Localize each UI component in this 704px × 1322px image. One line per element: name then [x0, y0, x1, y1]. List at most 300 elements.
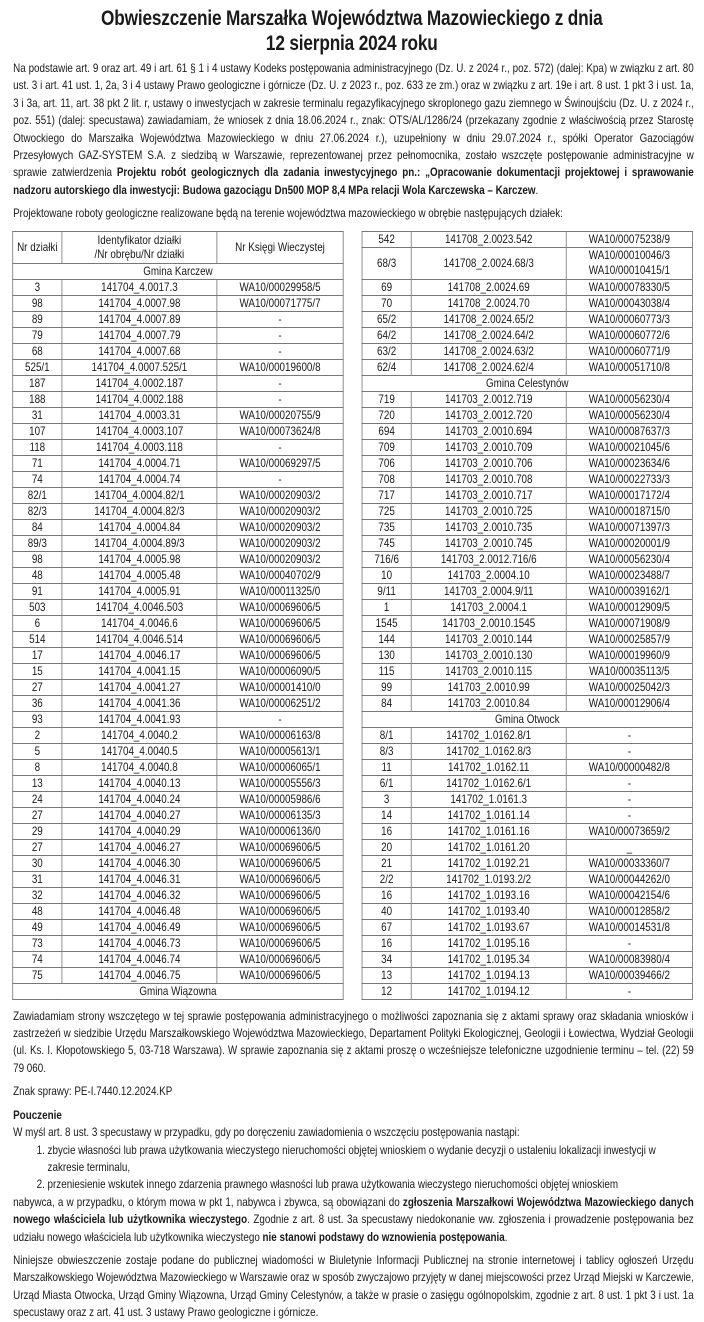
land-register-number: WA10/00020755/9: [217, 407, 343, 423]
parcel-number: 84: [13, 519, 62, 535]
parcel-identifier: 141704_4.0007.525/1: [62, 359, 217, 375]
land-register-number: -: [566, 727, 692, 743]
parcel-identifier: 141704_4.0040.29: [62, 823, 217, 839]
parcel-number: 9/11: [362, 583, 411, 599]
table-row: [13, 823, 343, 839]
table-row: [362, 423, 692, 439]
parcel-identifier: 141702_1.0193.67: [411, 919, 566, 935]
parcel-number: 16: [362, 823, 411, 839]
table-row: [362, 471, 692, 487]
parcel-identifier: 141704_4.0007.89: [62, 311, 217, 327]
parcel-identifier: 141708_2.0024.64/2: [411, 327, 566, 343]
table-row: [362, 935, 692, 951]
municipality-name: Gmina Wiązowna: [13, 983, 343, 999]
text-segment: nabywca, a w przypadku, o którym mowa w pkt 1, nabywca i zbywca, są obowiązani do: [13, 1194, 403, 1209]
land-register-number: WA10/00069606/5: [217, 903, 343, 919]
parcel-identifier: 141702_1.0162.8/1: [411, 727, 566, 743]
table-row: [362, 583, 692, 599]
parcel-identifier: 141704_4.0040.27: [62, 807, 217, 823]
pouczenie-heading: Pouczenie: [13, 1107, 62, 1122]
land-register-number: WA10/00071908/9: [566, 615, 692, 631]
announcement-document: [0, 6, 704, 1322]
parcel-identifier: 141708_2.0024.63/2: [411, 343, 566, 359]
table-row: [13, 871, 343, 887]
parcel-number: 8/1: [362, 727, 411, 743]
parcel-identifier: 141703_2.0010.709: [411, 439, 566, 455]
land-register-number: WA10/00020903/2: [217, 551, 343, 567]
land-register-number: -: [566, 935, 692, 951]
land-register-number: WA10/00069606/5: [217, 839, 343, 855]
parcel-identifier: 141704_4.0046.49: [62, 919, 217, 935]
parcel-number: 706: [362, 455, 411, 471]
table-row: [13, 535, 343, 551]
table-row: [362, 679, 692, 695]
land-register-number: WA10/00021045/6: [566, 439, 692, 455]
municipality-name: Gmina Otwock: [362, 711, 692, 727]
header-kw: Nr Księgi Wieczystej: [217, 231, 343, 263]
parcel-number: 49: [13, 919, 62, 935]
parcel-number: 188: [13, 391, 62, 407]
parcel-number: 14: [362, 807, 411, 823]
parcel-number: 69: [362, 279, 411, 295]
parcel-identifier: 141704_4.0040.24: [62, 791, 217, 807]
table-row: [362, 919, 692, 935]
municipality-group-row: [13, 983, 343, 999]
parcel-number: 31: [13, 871, 62, 887]
land-register-number: WA10/00069606/5: [217, 599, 343, 615]
parcel-number: 503: [13, 599, 62, 615]
land-register-number: WA10/00060773/3: [566, 311, 692, 327]
pouczenie-list: [0, 1142, 704, 1194]
parcel-identifier: 141702_1.0162.8/3: [411, 743, 566, 759]
land-register-number: WA10/00011325/0: [217, 583, 343, 599]
parcel-identifier: 141704_4.0005.48: [62, 567, 217, 583]
parcel-identifier: 141702_1.0161.14: [411, 807, 566, 823]
table-row: [13, 567, 343, 583]
parcel-identifier: 141703_2.0010.725: [411, 503, 566, 519]
parcel-number: 118: [13, 439, 62, 455]
table-row: [362, 247, 692, 279]
land-register-number: WA10/00020903/2: [217, 487, 343, 503]
land-register-number: WA10/00069606/5: [217, 855, 343, 871]
land-register-number: WA10/00006090/5: [217, 663, 343, 679]
parcel-number: 48: [13, 903, 62, 919]
land-register-number: -: [566, 807, 692, 823]
land-register-number: WA10/00019960/9: [566, 647, 692, 663]
table-row: [13, 679, 343, 695]
parcel-number: 34: [362, 951, 411, 967]
land-register-number: WA10/00012906/4: [566, 695, 692, 711]
land-register-number: -: [217, 391, 343, 407]
parcel-identifier: 141703_2.0010.84: [411, 695, 566, 711]
parcel-identifier: 141703_2.0012.719: [411, 391, 566, 407]
parcel-number: 720: [362, 407, 411, 423]
land-register-number: -: [566, 791, 692, 807]
parcel-number: 2/2: [362, 871, 411, 887]
table-row: [13, 583, 343, 599]
land-register-number: WA10/00020903/2: [217, 503, 343, 519]
land-register-number: WA10/00069606/5: [217, 631, 343, 647]
parcel-identifier: 141704_4.0040.5: [62, 743, 217, 759]
land-register-entry: WA10/00010415/1: [588, 263, 670, 278]
notice-paragraph: Zawiadamiam strony wszczętego w tej sprawie postępowania administracyjnego o możliwości zapoznania się z aktami sprawy oraz składania wniosków i zastrzeżeń w siedzibie Urzędu Marszałkowskiego Województwa Mazowieckiego, Departament Polityki Ekologicznej, Geologii i Łowiectwa, Wydział Geologii (ul. Ks. I. Kłopotowskiego 5, 03-718 Warszawa). W sprawie zapoznania się z aktami proszę o wcześniejsze telefoniczne uzgodnienie terminu – tel. (22) 59 79 060.: [13, 1008, 694, 1075]
parcel-number: 20: [362, 839, 411, 855]
municipality-group-row: [362, 711, 692, 727]
parcel-identifier: 141704_4.0046.503: [62, 599, 217, 615]
table-row: [13, 519, 343, 535]
land-register-number: WA10/00071397/3: [566, 519, 692, 535]
table-row: [362, 823, 692, 839]
table-row: [13, 359, 343, 375]
parcel-identifier: 141703_2.0010.1545: [411, 615, 566, 631]
table-row: [362, 407, 692, 423]
parcel-identifier: 141704_4.0046.6: [62, 615, 217, 631]
header-id: [62, 231, 217, 263]
land-register-number: -: [217, 711, 343, 727]
parcel-identifier: 141704_4.0040.8: [62, 759, 217, 775]
table-row: [13, 695, 343, 711]
municipality-group-row: [13, 263, 343, 279]
parcel-identifier: 141704_4.0004.89/3: [62, 535, 217, 551]
land-register-number: WA10/00056230/4: [566, 391, 692, 407]
parcel-identifier: 141702_1.0162.11: [411, 759, 566, 775]
land-register-number: WA10/00022733/3: [566, 471, 692, 487]
land-register-number: WA10/00044262/0: [566, 871, 692, 887]
header-id-line2: /Nr obrębu/Nr działki: [94, 247, 185, 262]
pouczenie-item: 1. zbycie własności lub prawa użytkowania wieczystego nieruchomości objętej wnioskiem o wydanie decyzji o ustaleniu lokalizacji inwestycji w zakresie terminalu,: [48, 1142, 694, 1177]
parcel-number: 62/4: [362, 359, 411, 375]
table-row: [13, 487, 343, 503]
table-row: [362, 791, 692, 807]
table-header-row: [13, 231, 343, 263]
land-register-number: WA10/00069606/5: [217, 935, 343, 951]
parcel-identifier: 141702_1.0161.20: [411, 839, 566, 855]
table-row: [13, 839, 343, 855]
land-register-number: WA10/00069606/5: [217, 951, 343, 967]
parcel-identifier: 141704_4.0005.98: [62, 551, 217, 567]
land-register-number: -: [217, 311, 343, 327]
table-row: [362, 311, 692, 327]
land-register-number: WA10/00069606/5: [217, 615, 343, 631]
header-id-line1: Identyfikator działki: [97, 233, 182, 248]
table-row: [13, 439, 343, 455]
table-row: [362, 887, 692, 903]
parcel-identifier: 141702_1.0162.6/1: [411, 775, 566, 791]
table-row: [362, 759, 692, 775]
land-register-number: WA10/00060772/6: [566, 327, 692, 343]
pouczenie-item: 2. przeniesienie wskutek innego zdarzenia prawnego własności lub prawa użytkowania wieczystego nieruchomości objętej wnioskiem: [48, 1176, 694, 1193]
parcel-identifier: 141703_2.0010.694: [411, 423, 566, 439]
table-row: [13, 791, 343, 807]
bold-text-segment: Projektu robót geologicznych dla zadania inwestycyjnego pn.: „Opracowanie dokumentacji projektowej i sprawowanie nadzoru autorskiego dla inwestycji: Budowa gazociągu Dn500 MOP 8,4 MPa relacji Wola Karczewska – Karczew: [13, 165, 694, 197]
parcel-identifier: 141704_4.0046.17: [62, 647, 217, 663]
parcel-number: 17: [13, 647, 62, 663]
parcel-number: 68/3: [362, 247, 411, 279]
parcel-identifier: 141703_2.0010.735: [411, 519, 566, 535]
parcel-number: 8/3: [362, 743, 411, 759]
table-row: [362, 599, 692, 615]
table-row: [362, 503, 692, 519]
parcel-identifier: 141703_2.0010.144: [411, 631, 566, 647]
land-register-number: WA10/00025857/9: [566, 631, 692, 647]
intro-paragraph: [13, 60, 694, 199]
table-row: [13, 327, 343, 343]
parcel-identifier: 141704_4.0003.31: [62, 407, 217, 423]
land-register-number: -: [217, 343, 343, 359]
parcel-number: 82/1: [13, 487, 62, 503]
table-row: [362, 727, 692, 743]
land-register-number: WA10/00039162/1: [566, 583, 692, 599]
parcel-number: 73: [13, 935, 62, 951]
table-row: [13, 455, 343, 471]
parcel-identifier: 141704_4.0041.15: [62, 663, 217, 679]
table-row: [362, 807, 692, 823]
table-row: [362, 903, 692, 919]
parcel-identifier: 141704_4.0007.79: [62, 327, 217, 343]
land-register-number: WA10/00006065/1: [217, 759, 343, 775]
table-row: [362, 391, 692, 407]
table-row: [13, 551, 343, 567]
parcel-number: 735: [362, 519, 411, 535]
parcel-identifier: 141704_4.0002.188: [62, 391, 217, 407]
parcel-identifier: 141702_1.0161.16: [411, 823, 566, 839]
parcel-number: 13: [13, 775, 62, 791]
land-register-number: WA10/00012858/2: [566, 903, 692, 919]
table-row: [362, 983, 692, 999]
parcel-number: 99: [362, 679, 411, 695]
title-line-1: Obwieszczenie Marszałka Województwa Mazowieckiego z dnia: [101, 7, 603, 30]
table-row: [13, 375, 343, 391]
parcel-number: 74: [13, 471, 62, 487]
parcel-identifier: 141704_4.0004.71: [62, 455, 217, 471]
land-register-number: WA10/00000482/8: [566, 759, 692, 775]
table-row: [362, 951, 692, 967]
land-register-number: WA10/00042154/6: [566, 887, 692, 903]
parcel-number: 6/1: [362, 775, 411, 791]
land-register-number: _: [566, 839, 692, 855]
parcel-identifier: 141702_1.0193.2/2: [411, 871, 566, 887]
parcel-identifier: 141704_4.0046.27: [62, 839, 217, 855]
table-row: [13, 919, 343, 935]
land-register-number: WA10/00033360/7: [566, 855, 692, 871]
parcel-number: 11: [362, 759, 411, 775]
text-segment: .: [535, 182, 539, 197]
parcel-number: 6: [13, 615, 62, 631]
parcel-number: 27: [13, 807, 62, 823]
land-register-number: WA10/00020001/9: [566, 535, 692, 551]
parcel-identifier: 141704_4.0005.91: [62, 583, 217, 599]
land-register-number: WA10/00039466/2: [566, 967, 692, 983]
table-row: [362, 343, 692, 359]
parcel-identifier: 141704_4.0046.74: [62, 951, 217, 967]
table-row: [362, 231, 692, 247]
land-register-number: WA10/00006136/0: [217, 823, 343, 839]
table-row: [362, 775, 692, 791]
land-register-number: WA10/00075238/9: [566, 231, 692, 247]
table-row: [362, 839, 692, 855]
table-row: [13, 423, 343, 439]
table-row: [362, 871, 692, 887]
parcel-identifier: 141704_4.0040.2: [62, 727, 217, 743]
table-row: [13, 967, 343, 983]
parcel-identifier: 141702_1.0195.34: [411, 951, 566, 967]
parcel-number: 694: [362, 423, 411, 439]
table-row: [362, 967, 692, 983]
parcel-number: 75: [13, 967, 62, 983]
bold-text-segment: nie stanowi podstawy do wznowienia postępowania: [262, 1229, 505, 1244]
table-row: [362, 295, 692, 311]
parcel-identifier: 141704_4.0041.27: [62, 679, 217, 695]
document-title: [0, 6, 704, 56]
parcel-number: 93: [13, 711, 62, 727]
parcel-identifier: 141704_4.0004.74: [62, 471, 217, 487]
table-row: [362, 279, 692, 295]
parcel-number: 65/2: [362, 311, 411, 327]
land-register-number: WA10/00014531/8: [566, 919, 692, 935]
parcel-number: 8: [13, 759, 62, 775]
parcel-number: 89/3: [13, 535, 62, 551]
land-register-number: WA10/00018715/0: [566, 503, 692, 519]
table-row: [13, 887, 343, 903]
municipality-group-row: [362, 375, 692, 391]
table-row: [13, 935, 343, 951]
parcel-number: 36: [13, 695, 62, 711]
closing-paragraph: Niniejsze obwieszczenie zostaje podane do publicznej wiadomości w Biuletynie Informacji Publicznej na stronie internetowej i tablicy ogłoszeń Urzędu Marszałkowskiego Województwa Mazowieckiego w Warszawie oraz w sposób zwyczajowo przyjęty w danej miejscowości przez Urząd Miejski w Karczewie, Urząd Miasta Otwocka, Urząd Gminy Wiązowna, Urząd Gminy Celestynów, a także w prasie o zasięgu ogólnopolskim, zgodnie z art. 8 ust. 1 pkt 3 i ust. 1a specustawy oraz z art. 41 ust. 3 ustawy Prawo geologiczne i górnicze.: [13, 1252, 694, 1320]
land-register-number: WA10/00020903/2: [217, 535, 343, 551]
table-row: [362, 519, 692, 535]
parcel-number: 98: [13, 551, 62, 567]
table-row: [362, 743, 692, 759]
parcel-identifier: 141703_2.0004.10: [411, 567, 566, 583]
parcel-identifier: 141704_4.0003.118: [62, 439, 217, 455]
table-row: [13, 615, 343, 631]
table-row: [13, 407, 343, 423]
parcel-number: 709: [362, 439, 411, 455]
parcel-number: 68: [13, 343, 62, 359]
land-register-number: WA10/00005613/1: [217, 743, 343, 759]
parcel-number: 719: [362, 391, 411, 407]
parcel-identifier: 141703_2.0010.717: [411, 487, 566, 503]
table-row: [362, 631, 692, 647]
table-row: [362, 567, 692, 583]
parcel-identifier: 141704_4.0007.68: [62, 343, 217, 359]
parcel-identifier: 141702_1.0194.12: [411, 983, 566, 999]
land-register-number: WA10/00069297/5: [217, 455, 343, 471]
parcel-number: 107: [13, 423, 62, 439]
parcel-number: 717: [362, 487, 411, 503]
parcel-number: 91: [13, 583, 62, 599]
land-register-number: WA10/00043038/4: [566, 295, 692, 311]
land-register-number: WA10/00006135/3: [217, 807, 343, 823]
table-row: [13, 743, 343, 759]
land-register-number: WA10/00069606/5: [217, 871, 343, 887]
parcel-number: 30: [13, 855, 62, 871]
text-segment: . Zgodnie z art. 8 ust. 3a specustawy niedokonanie ww. zgłoszenia i prowadzenie postępowania bez udziału nowego właściciela lub użytkownika wieczystego: [13, 1212, 694, 1244]
table-row: [13, 343, 343, 359]
land-register-number: WA10/00023634/6: [566, 455, 692, 471]
parcel-identifier: 141702_1.0193.40: [411, 903, 566, 919]
table-row: [362, 487, 692, 503]
parcel-number: 5: [13, 743, 62, 759]
parcel-identifier: 141702_1.0193.16: [411, 887, 566, 903]
parcel-number: 115: [362, 663, 411, 679]
parcel-identifier: 141703_2.0004.9/11: [411, 583, 566, 599]
table-row: [362, 695, 692, 711]
parcel-number: 725: [362, 503, 411, 519]
table-row: [13, 855, 343, 871]
land-register-number: WA10/00017172/4: [566, 487, 692, 503]
land-register-number: WA10/00035113/5: [566, 663, 692, 679]
table-row: [13, 295, 343, 311]
table-row: [13, 951, 343, 967]
table-row: [13, 503, 343, 519]
parcel-identifier: 141704_4.0007.98: [62, 295, 217, 311]
parcel-identifier: 141703_2.0010.115: [411, 663, 566, 679]
land-register-number: WA10/00069606/5: [217, 887, 343, 903]
parcel-identifier: 141704_4.0046.48: [62, 903, 217, 919]
table-row: [362, 535, 692, 551]
table-row: [362, 551, 692, 567]
parcel-identifier: 141703_2.0004.1: [411, 599, 566, 615]
land-register-number: WA10/00040702/9: [217, 567, 343, 583]
table-row: [13, 903, 343, 919]
land-register-number: WA10/00023488/7: [566, 567, 692, 583]
parcel-identifier: 141703_2.0010.745: [411, 535, 566, 551]
parcel-number: 74: [13, 951, 62, 967]
land-register-number: WA10/00020903/2: [217, 519, 343, 535]
parcel-identifier: 141702_1.0195.16: [411, 935, 566, 951]
parcel-identifier: 141704_4.0040.13: [62, 775, 217, 791]
parcel-number: 525/1: [13, 359, 62, 375]
parcel-number: 89: [13, 311, 62, 327]
parcel-number: 12: [362, 983, 411, 999]
parcel-number: 716/6: [362, 551, 411, 567]
case-number: Znak sprawy: PE-I.7440.12.2024.KP: [13, 1084, 173, 1099]
text-segment: .: [504, 1229, 508, 1244]
table-row: [13, 759, 343, 775]
table-row: [362, 359, 692, 375]
parcel-identifier: 141708_2.0023.542: [411, 231, 566, 247]
parcel-identifier: 141703_2.0012.716/6: [411, 551, 566, 567]
land-register-number: WA10/00025042/3: [566, 679, 692, 695]
parcel-number: 29: [13, 823, 62, 839]
parcel-identifier: 141702_1.0192.21: [411, 855, 566, 871]
parcel-identifier: 141704_4.0046.75: [62, 967, 217, 983]
land-register-number: WA10/00006251/2: [217, 695, 343, 711]
land-register-number: WA10/00019600/8: [217, 359, 343, 375]
land-register-number: -: [217, 327, 343, 343]
land-register-number: WA10/00078330/5: [566, 279, 692, 295]
land-register-number: WA10/00056230/4: [566, 551, 692, 567]
land-register-number: WA10/00012909/5: [566, 599, 692, 615]
parcel-identifier: 141704_4.0046.73: [62, 935, 217, 951]
parcel-identifier: 141704_4.0002.187: [62, 375, 217, 391]
parcel-identifier: 141704_4.0017.3: [62, 279, 217, 295]
parcel-number: 542: [362, 231, 411, 247]
land-register-number: WA10/00005986/6: [217, 791, 343, 807]
land-register-number: WA10/00069606/5: [217, 647, 343, 663]
table-row: [362, 439, 692, 455]
table-row: [13, 391, 343, 407]
parcel-identifier: 141703_2.0010.708: [411, 471, 566, 487]
parcel-identifier: 141704_4.0041.36: [62, 695, 217, 711]
pouczenie-body: [13, 1194, 694, 1246]
parcel-identifier: 141704_4.0041.93: [62, 711, 217, 727]
land-register-number: WA10/00069606/5: [217, 967, 343, 983]
parcel-number: 187: [13, 375, 62, 391]
parcel-number: 70: [362, 295, 411, 311]
land-register-number: WA10/00073624/8: [217, 423, 343, 439]
